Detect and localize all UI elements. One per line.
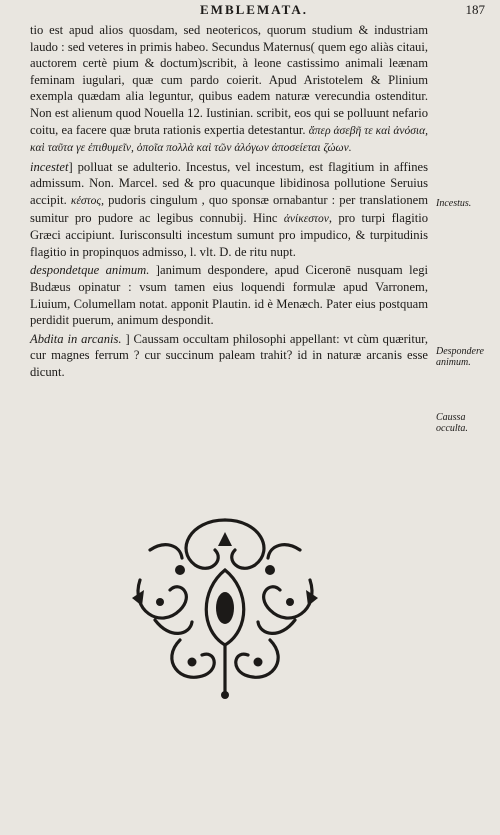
greek-quote-1: ἅπερ ἀσεβῆ τε καὶ ἀνόσια, [308, 124, 429, 137]
paragraph-2-text-a: ] polluat se adulterio. Incestus, vel incestum, est flagitium in affines admissum. Non. Marcel. sed & pro quacunque libidinosa pollutione Seruius accipit. [30, 159, 428, 207]
margin-note-incestus: Incestus. [436, 198, 472, 209]
show-through-shadow [60, 730, 480, 820]
paragraph-2-text-c: , pro turpi flagitio Græci accipiunt. Iurisconsulti incestum sumunt pro impudico, & turpitudinis flagitio in propinquos admisso, l. vlt. D. de ritu nupt. [30, 210, 428, 259]
main-text [30, 22, 428, 382]
lemma-despondet: despondetque animum. [30, 263, 150, 278]
running-title: EMBLEMATA. [200, 2, 308, 17]
paragraph-4 [30, 331, 428, 381]
greek-word-anikeston: ἀνίκεστον [283, 212, 329, 225]
margin-note-despondere: Despondere animum. [436, 346, 484, 368]
running-header [30, 2, 485, 20]
greek-quote-2: καὶ ταῦτα γε ἐπιθυμεῖν, ὁποῖα πολλὰ καὶ τῶν ἀλόγων ἀποσείεται ζώων. [30, 142, 352, 155]
page-number: 187 [465, 2, 485, 17]
floral-ornament-icon [120, 510, 330, 700]
paragraph-4-text: ] Caussam occultam philosophi appellant: vt cùm quæritur, cur magnes ferrum ? cur succinum paleam trahit? id in naturæ arcanis esse dicunt. [30, 331, 428, 379]
lemma-abdita: Abdita in arcanis. [30, 331, 122, 346]
paragraph-1-text: tio est apud alios quosdam, sed neotericos, quorum studium & industriam laudo : sed veteres in primis habeo. Secundus Maternus( quem ego aliàs citaui, auctorem certè pium & doctum)scribit, à leone castissimo animali leænam feminam iugulari, quæ cum pardo coierit. Apud Aristotelem & Plinium exempla quædam alia leguntur, quibus eadem naturæ verecundia ostenditur. Non est alienum quod Nouella 12. Iustinian. scribit, eos qui se polluunt nefario coitu, ea facere quæ bruta rationis expertia detestantur. [30, 23, 428, 137]
greek-word-kestos: κέστος, [70, 194, 104, 207]
paragraph-3 [30, 262, 428, 328]
paragraph-3-text: ]animum despondere, apud Ciceronē nusquam legi Budæus opinatur : vsum tamen eius loquendi formulæ apud Varronem, Liuium, Columellam notat. apponit Plautin. id è Menæch. Pater eius postquam perdidit puerum, animum despondit. [30, 263, 428, 328]
lemma-incestet: incestet [30, 159, 69, 174]
margin-note-caussa: Caussa occulta. [436, 412, 468, 434]
paragraph-1 [30, 22, 428, 157]
paragraph-2 [30, 159, 428, 261]
paragraph-2-text-b: pudoris cingulum , quo sponsæ ornabantur : per translationem sumitur pro pudore ac legibus connubij. Hinc [30, 192, 429, 225]
